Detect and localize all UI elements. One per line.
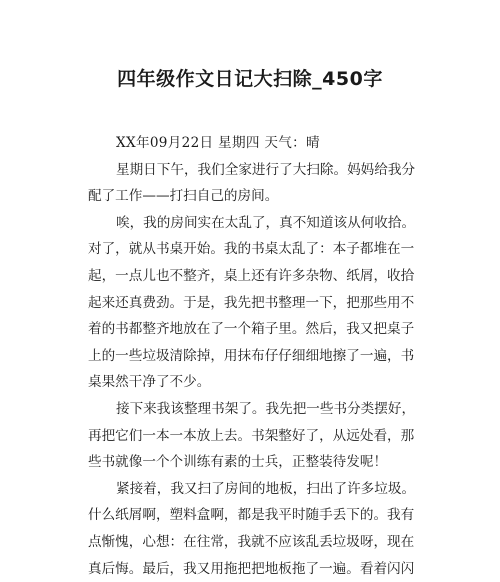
paragraph-line: 真后悔。最后，我又用拖把把地板拖了一遍。看着闪闪	[88, 556, 418, 582]
paragraph-line: 点惭愧，心想：在往常，我就不应该乱丢垃圾呀，现在	[88, 529, 418, 556]
paragraph-line: 配了工作——打扫自己的房间。	[88, 183, 418, 210]
paragraph-line: 再把它们一本一本放上去。书架整好了，从远处看，那	[88, 423, 418, 450]
paragraph-line: 些书就像一个个训练有素的士兵，正整装待发呢！	[88, 449, 418, 476]
paragraph-line: 上的一些垃圾清除掉，用抹布仔仔细细地擦了一遍，书	[88, 343, 418, 370]
document-title: 四年级作文日记大扫除_450字	[0, 64, 500, 91]
paragraph-line: 桌果然干净了不少。	[88, 369, 418, 396]
paragraph-line: 着的书都整齐地放在了一个箱子里。然后，我又把桌子	[88, 316, 418, 343]
paragraph-line: 唉，我的房间实在太乱了，真不知道该从何收拾。	[88, 210, 418, 237]
paragraph-line: 星期日下午，我们全家进行了大扫除。妈妈给我分	[88, 157, 418, 184]
paragraph-line: 起，一点儿也不整齐，桌上还有许多杂物、纸屑，收拾	[88, 263, 418, 290]
paragraph-line: 什么纸屑啊，塑料盒啊，都是我平时随手丢下的。我有	[88, 502, 418, 529]
date-weather-line: XX年09月22日 星期四 天气：晴	[88, 130, 418, 157]
paragraph-line: 起来还真费劲。于是，我先把书整理一下，把那些用不	[88, 290, 418, 317]
document-body	[88, 130, 418, 582]
paragraph-line: 接下来我该整理书架了。我先把一些书分类摆好，	[88, 396, 418, 423]
paragraph-line: 对了，就从书桌开始。我的书桌太乱了：本子都堆在一	[88, 236, 418, 263]
paragraph-line: 紧接着，我又扫了房间的地板，扫出了许多垃圾。	[88, 476, 418, 503]
